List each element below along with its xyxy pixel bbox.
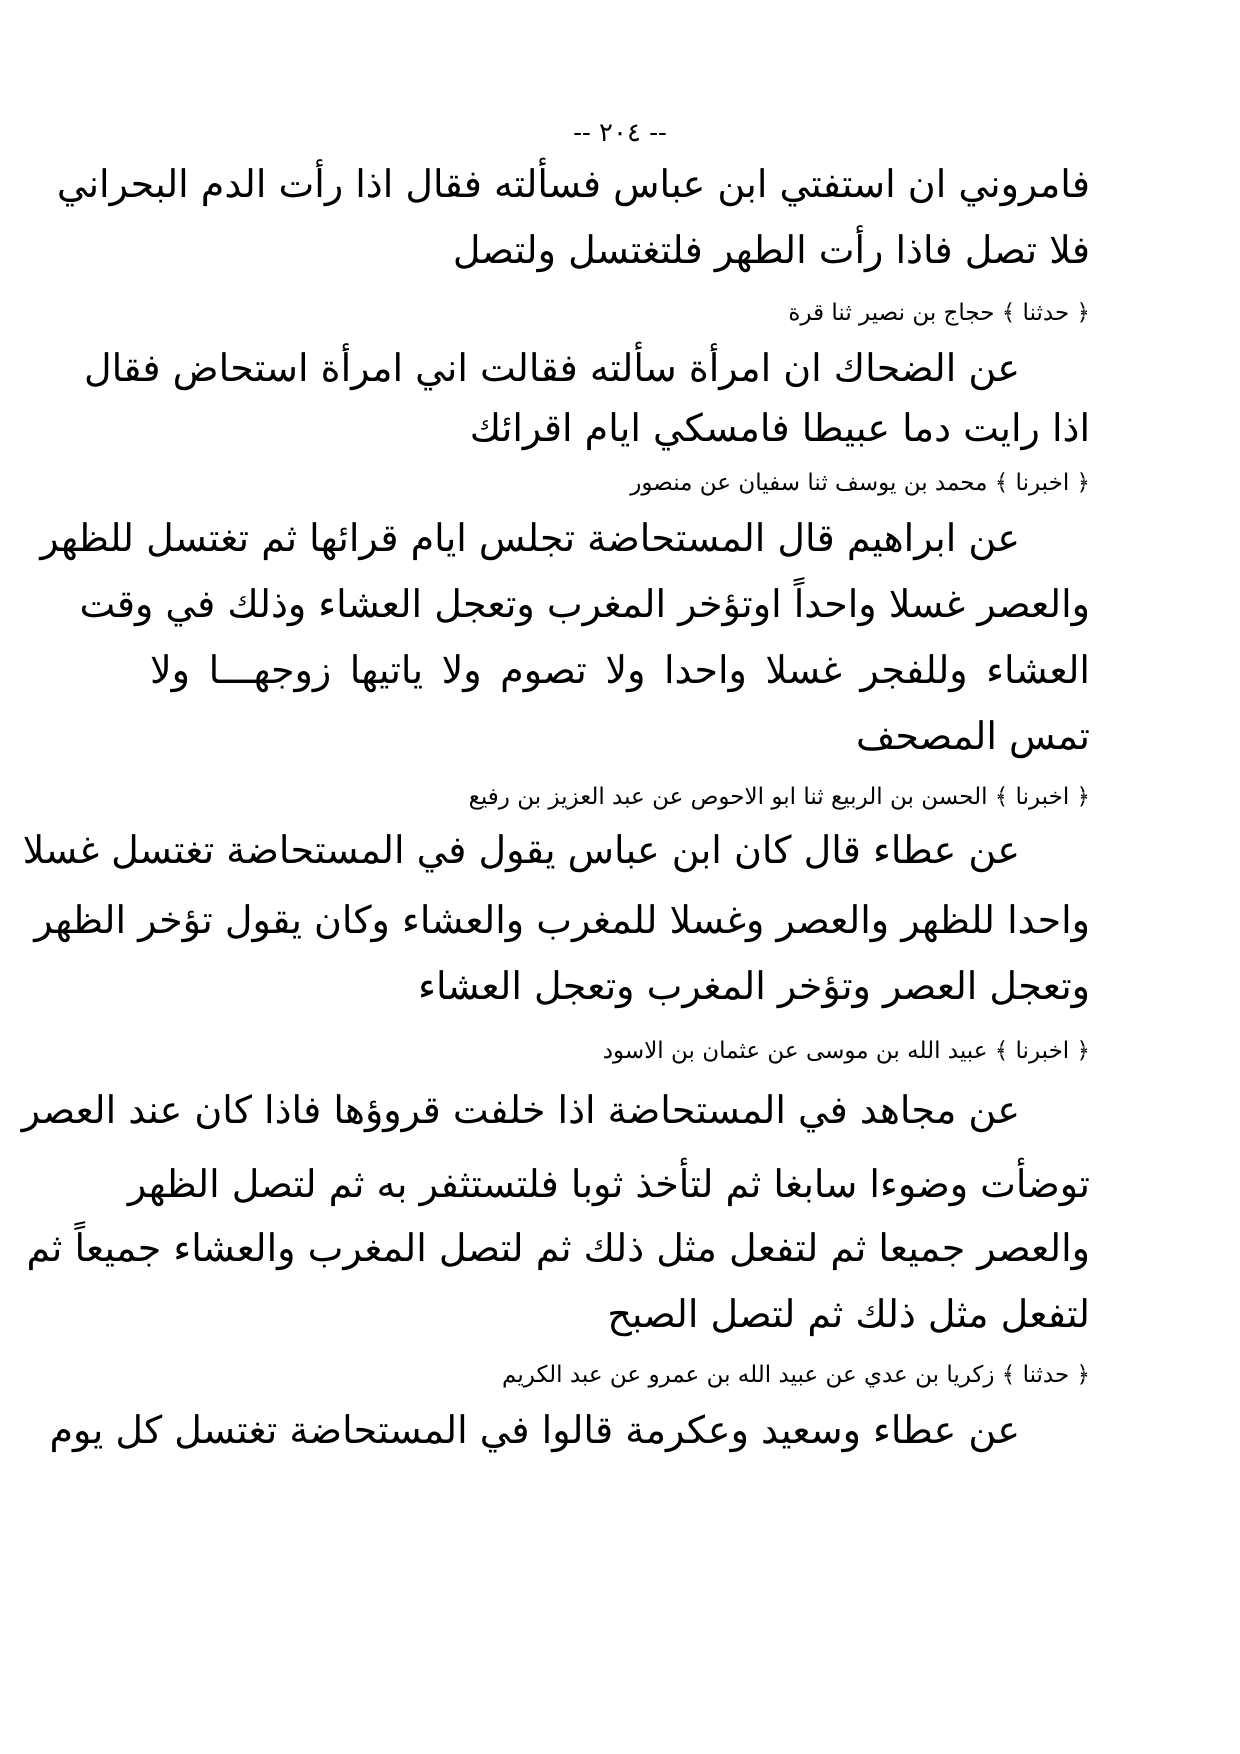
text-line: عن مجاهد في المستحاضة اذا خلفت قروؤها فاذا كان عند العصر [21,1088,1020,1132]
text-line: عن ابراهيم قال المستحاضة تجلس ايام قرائها ثم تغتسل للظهر [40,516,1020,560]
page-number: -- ٢٠٤ -- [573,118,667,148]
text-line: عن الضحاك ان امرأة سألته فقالت اني امرأة استحاض فقال [84,346,1020,390]
text-line: اذا رايت دما عبيطا فامسكي ايام اقرائك [469,406,1090,450]
text-line: والعصر جميعا ثم لتفعل مثل ذلك ثم لتصل المغرب والعشاء جميعاً ثم [26,1226,1090,1270]
isnad-line: ﴿ حدثنا ﴾ حجاج بن نصير ثنا قرة [788,300,1090,326]
text-line: وتعجل العصر وتؤخر المغرب وتعجل العشاء [418,964,1090,1008]
isnad-line: ﴿ حدثنا ﴾ زكريا بن عدي عن عبيد الله بن عمرو عن عبد الكريم [502,1362,1090,1388]
isnad-line: ﴿ اخبرنا ﴾ الحسن بن الربيع ثنا ابو الاحوص عن عبد العزيز بن رفيع [468,784,1090,810]
isnad-line: ﴿ اخبرنا ﴾ عبيد الله بن موسى عن عثمان بن الاسود [602,1038,1090,1064]
text-line: فلا تصل فاذا رأت الطهر فلتغتسل ولتصل [452,228,1090,272]
text-line: فامروني ان استفتي ابن عباس فسألته فقال اذا رأت الدم البحراني [56,162,1090,206]
text-line: عن عطاء وسعيد وعكرمة قالوا في المستحاضة تغتسل كل يوم [49,1408,1020,1452]
text-line: واحدا للظهر والعصر وغسلا للمغرب والعشاء وكان يقول تؤخر الظهر [34,898,1090,942]
text-line: لتفعل مثل ذلك ثم لتصل الصبح [607,1292,1090,1336]
text-line: تمس المصحف [856,714,1090,758]
isnad-line: ﴿ اخبرنا ﴾ محمد بن يوسف ثنا سفيان عن منصور [630,470,1090,496]
text-line: عن عطاء قال كان ابن عباس يقول في المستحاضة تغتسل غسلا [22,828,1020,872]
text-line: توضأت وضوءا سابغا ثم لتأخذ ثوبا فلتستثفر به ثم لتصل الظهر [127,1162,1090,1206]
text-line: العشاء وللفجر غسلا واحدا ولا تصوم ولا ياتيها زوجهـــا ولا [150,648,1090,692]
text-line: والعصر غسلا واحداً اوتؤخر المغرب وتعجل العشاء وذلك في وقت [79,582,1090,626]
